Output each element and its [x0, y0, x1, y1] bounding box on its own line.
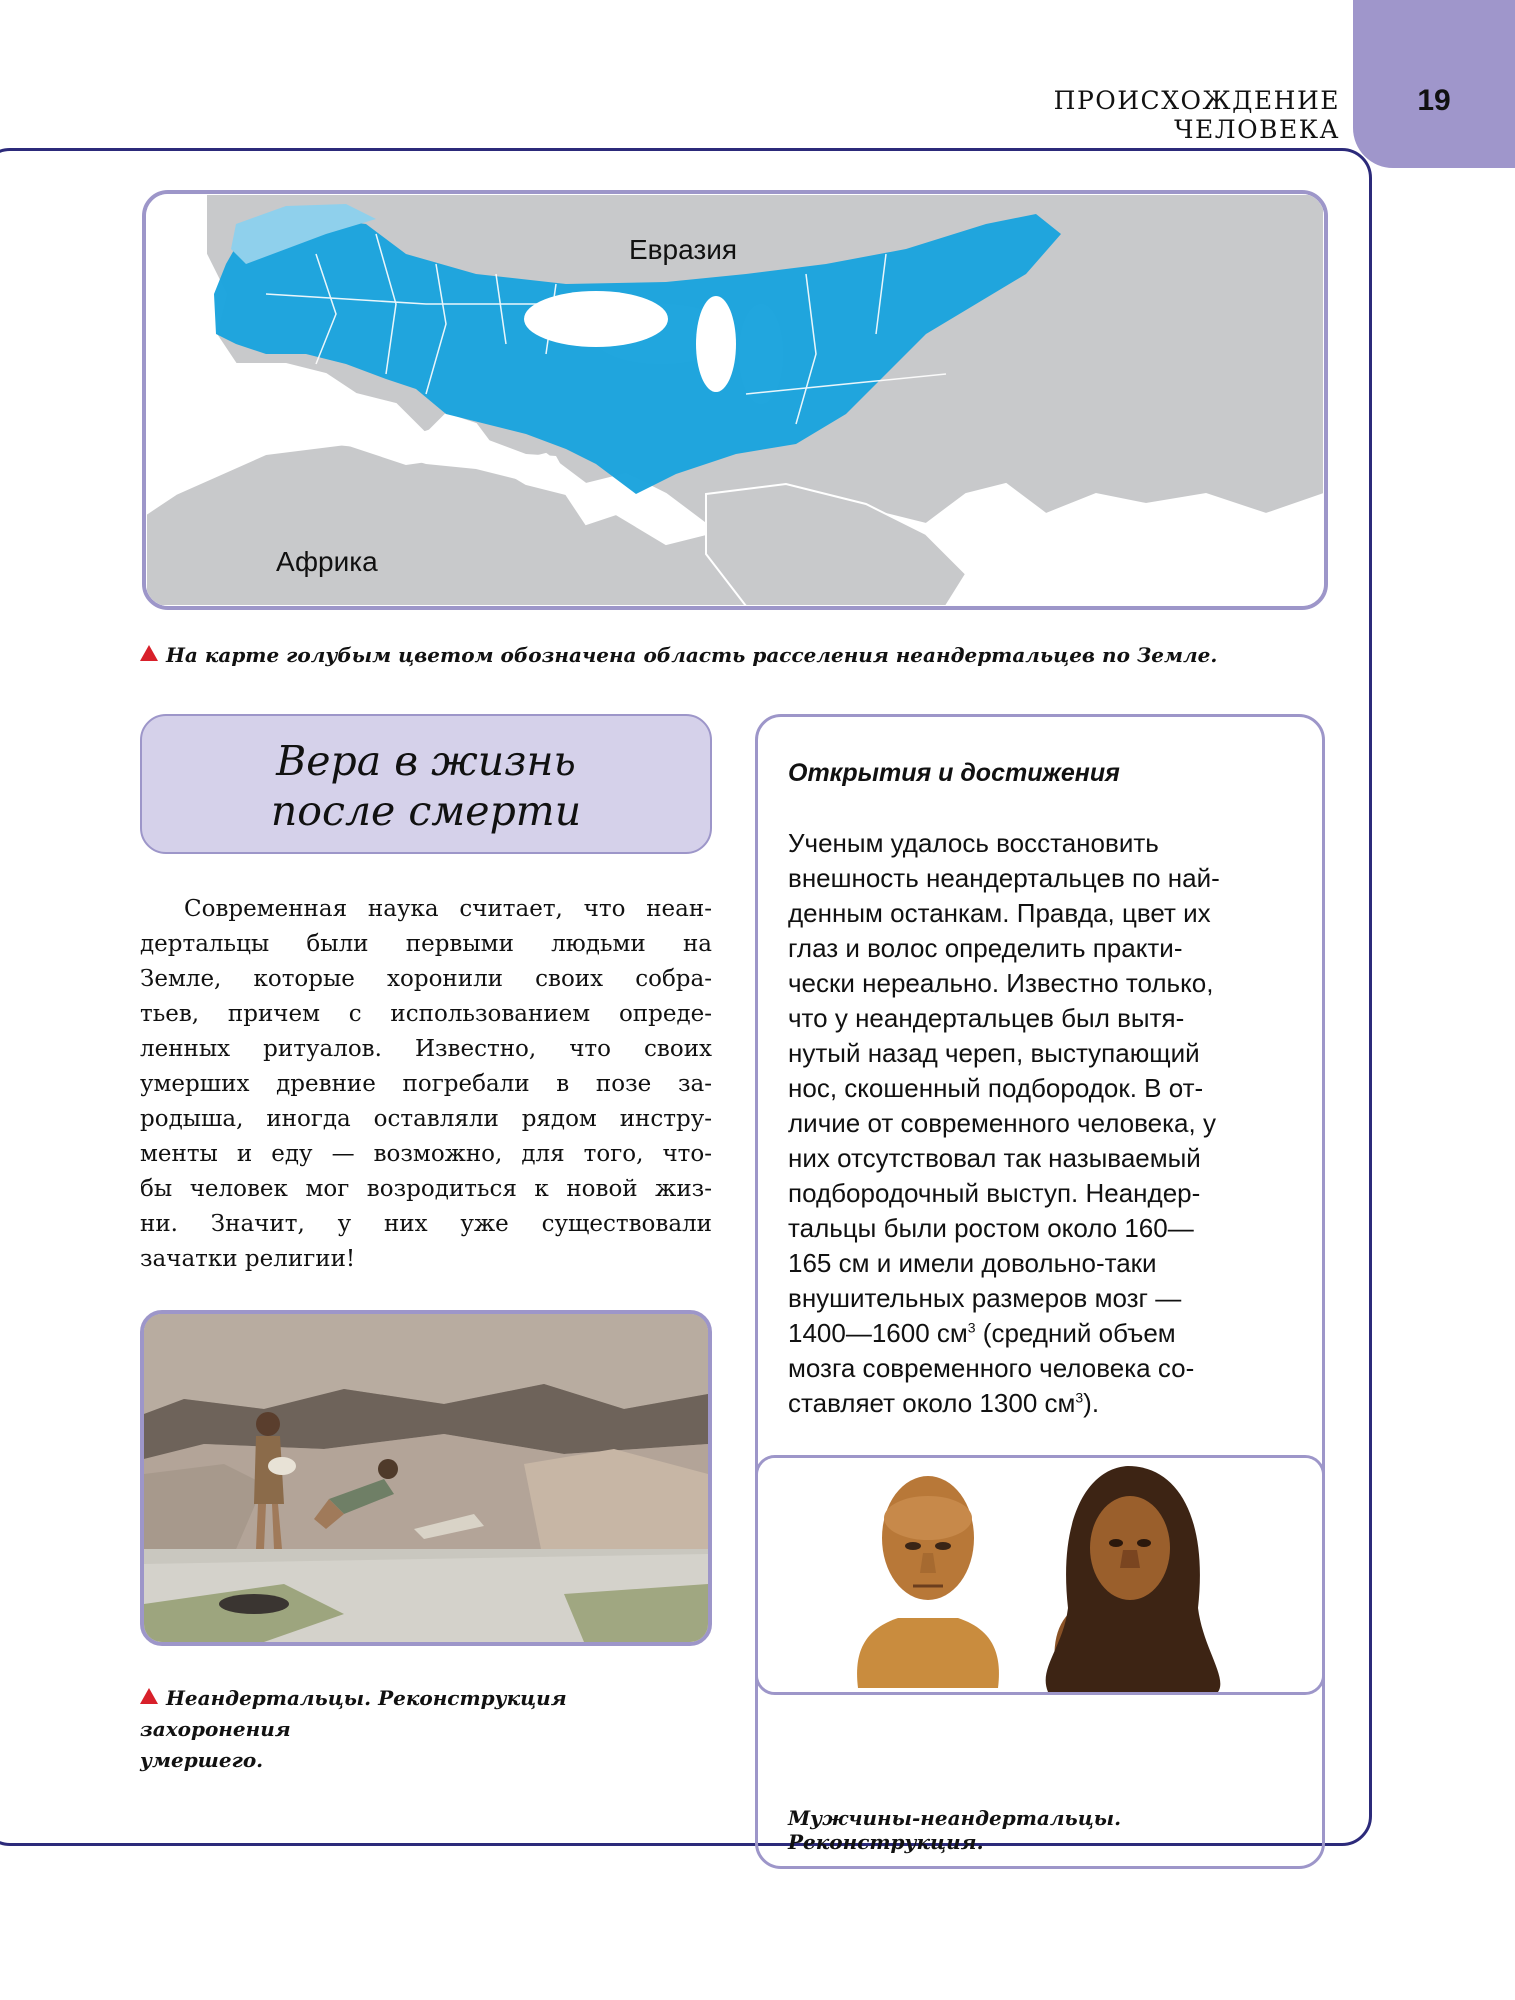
heads-illustration	[758, 1458, 1322, 1692]
discoveries-text-line: внушительных размеров мозг —	[788, 1283, 1182, 1313]
map-caption	[140, 643, 1340, 667]
cave-caption-line: умершего.	[140, 1748, 264, 1772]
heads-photo-caption: Мужчины-неандертальцы. Реконструкция.	[788, 1806, 1122, 1854]
discoveries-title: Открытия и достижения	[788, 759, 1120, 787]
belief-text-line: Земле, которые хоронили своих собра-	[140, 966, 712, 992]
discoveries-text-line: чески нереально. Известно только,	[788, 968, 1214, 998]
belief-text-line: умерших древние погребали в позе за-	[140, 1071, 712, 1097]
belief-text-line: Современная наука считает, что неан-	[184, 896, 712, 922]
superscript-three: 3	[967, 1319, 976, 1336]
triangle-marker-icon	[140, 645, 158, 661]
map-label-eurasia: Евразия	[629, 234, 738, 265]
discoveries-text-line: денным останкам. Правда, цвет их	[788, 898, 1211, 928]
discoveries-text-line: нос, скошенный подбородок. В от-	[788, 1073, 1204, 1103]
belief-text-line: родыша, иногда оставляли рядом инстру-	[140, 1106, 712, 1132]
discoveries-text-line-volume	[788, 1318, 1176, 1349]
map-caption-text: На карте голубым цветом обозначена область расселения неандертальцев по Земле.	[166, 643, 1218, 667]
modern-volume-value: ставляет около 1300 см	[788, 1388, 1076, 1418]
belief-text-line: зачатки религии!	[140, 1246, 356, 1272]
belief-text-line: тьев, причем с использованием опреде-	[140, 1001, 712, 1027]
running-title: ПРОИСХОЖДЕНИЕ ЧЕЛОВЕКА	[1053, 86, 1340, 144]
discoveries-text-line: подбородочный выступ. Неандер-	[788, 1178, 1201, 1208]
discoveries-text-line: Ученым удалось восстановить	[788, 828, 1159, 858]
discoveries-text-line: 165 см и имели довольно-таки	[788, 1248, 1157, 1278]
cave-scene-illustration	[144, 1314, 708, 1642]
belief-text-line: ни. Значит, у них уже существовали	[140, 1211, 712, 1237]
belief-heading-line: после смерти	[270, 787, 582, 835]
discoveries-text-line: личие от современного человека, у	[788, 1108, 1216, 1138]
page-number: 19	[1417, 84, 1451, 117]
belief-heading-box	[140, 714, 712, 854]
triangle-marker-icon	[140, 1688, 158, 1704]
discoveries-text-line: них отсутствовал так называемый	[788, 1143, 1201, 1173]
cave-caption-line: Неандертальцы. Реконструкция захоронения	[140, 1686, 567, 1741]
modern-volume-end: ).	[1083, 1388, 1100, 1418]
discoveries-text-line: что у неандертальцев был вытя-	[788, 1003, 1185, 1033]
discoveries-text-line-volume-modern	[788, 1388, 1099, 1419]
volume-rest: (средний объем	[975, 1318, 1176, 1348]
belief-heading	[142, 736, 710, 836]
belief-text-line: ленных ритуалов. Известно, что своих	[140, 1036, 712, 1062]
belief-heading-line: Вера в жизнь	[276, 737, 576, 785]
map-label-africa: Африка	[276, 546, 378, 577]
belief-text-line: менты и еду — возможно, для того, что-	[140, 1141, 712, 1167]
discoveries-text-line: нутый назад череп, выступающий	[788, 1038, 1200, 1068]
superscript-three: 3	[1075, 1389, 1084, 1406]
discoveries-text-line: мозга современного человека со-	[788, 1353, 1195, 1383]
map-illustration	[146, 194, 1324, 606]
volume-value: 1400—1600 см	[788, 1318, 968, 1348]
discoveries-text-line: тальцы были ростом около 160—	[788, 1213, 1194, 1243]
belief-text-line: бы человек мог возродиться к новой жиз-	[140, 1176, 712, 1202]
black-sea-top	[524, 291, 668, 347]
belief-text-line: дертальцы были первыми людьми на	[140, 931, 712, 957]
neanderthal-range-map	[142, 190, 1328, 610]
caspian-sea-top	[696, 296, 736, 392]
discoveries-text-line: внешность неандертальцев по най-	[788, 863, 1220, 893]
cave-photo-caption	[140, 1683, 720, 1776]
discoveries-text-line: глаз и волос определить практи-	[788, 933, 1183, 963]
burial-reconstruction-photo	[140, 1310, 712, 1646]
neanderthal-heads-photo	[755, 1455, 1325, 1695]
